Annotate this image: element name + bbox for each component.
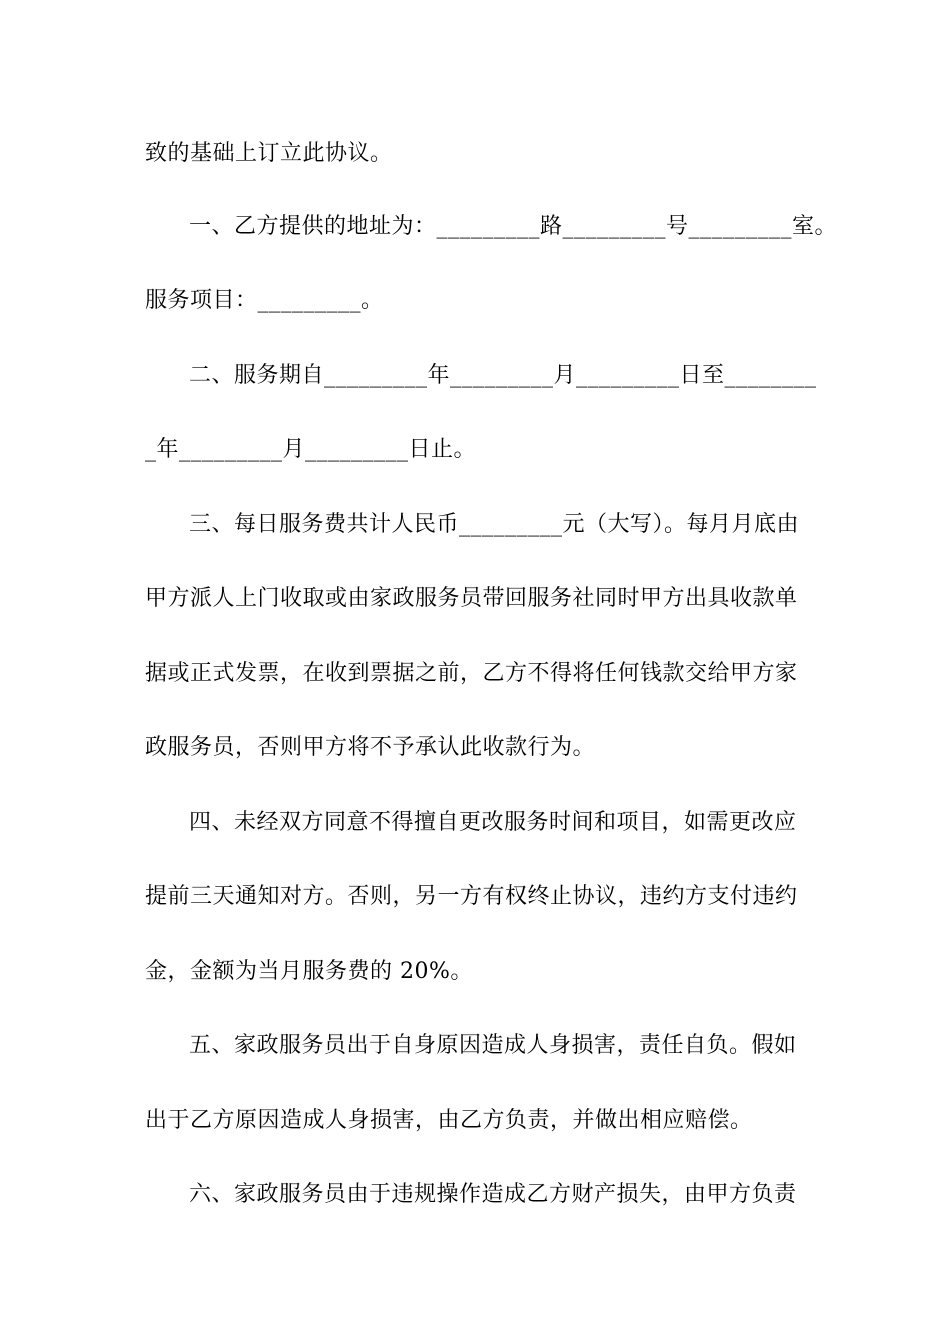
text-line: 金，金额为当月服务费的 20%。: [145, 959, 473, 984]
clause-6-property: 六、家政服务员由于违规操作造成乙方财产损失，由甲方负责: [189, 1182, 797, 1207]
text-line: _年_________月_________日止。: [145, 437, 477, 462]
clause-3-fee: 三、每日服务费共计人民币_________元（大写）。每月月底由: [189, 512, 800, 537]
text-line: 甲方派人上门收取或由家政服务员带回服务社同时甲方出具收款单: [145, 586, 798, 611]
clause-2-period: 二、服务期自_________年_________月_________日至________: [189, 363, 817, 388]
text-line: 提前三天通知对方。否则，另一方有权终止协议，违约方支付违约: [145, 884, 798, 909]
clause-5-injury: 五、家政服务员出于自身原因造成人身损害，责任自负。假如: [189, 1033, 797, 1058]
text-line: 政服务员，否则甲方将不予承认此收款行为。: [145, 735, 596, 760]
text-line: 出于乙方原因造成人身损害，由乙方负责，并做出相应赔偿。: [145, 1108, 753, 1133]
text-line: 据或正式发票，在收到票据之前，乙方不得将任何钱款交给甲方家: [145, 661, 798, 686]
text-line: 致的基础上订立此协议。: [145, 141, 393, 166]
text-line: 服务项目：_________。: [145, 288, 384, 313]
clause-4-change: 四、未经双方同意不得擅自更改服务时间和项目，如需更改应: [189, 810, 797, 835]
clause-1-address: 一、乙方提供的地址为：_________路_________号_________室。: [189, 214, 838, 239]
